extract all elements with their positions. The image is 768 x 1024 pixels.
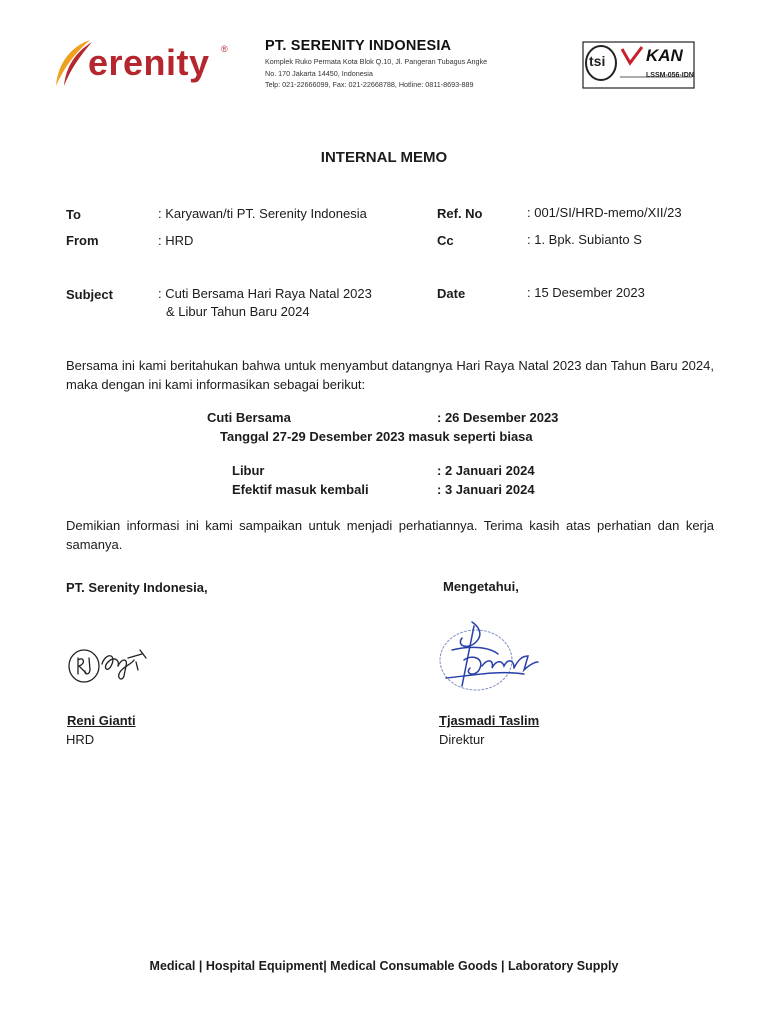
cc-value: : 1. Bpk. Subianto S <box>527 232 642 247</box>
efektif-label: Efektif masuk kembali <box>232 482 369 497</box>
director-signature-stamp-icon <box>428 616 558 700</box>
libur-value: : 2 Januari 2024 <box>437 463 535 478</box>
from-label: From <box>66 233 99 248</box>
contact-line: Telp: 021-22666099, Fax: 021-22668788, Hotline: 0811-8693-889 <box>265 80 474 89</box>
from-value: : HRD <box>158 233 194 248</box>
company-name: PT. SERENITY INDONESIA <box>265 38 452 54</box>
cert-kan-label: KAN <box>646 46 683 65</box>
left-signature-heading: PT. Serenity Indonesia, <box>66 580 208 595</box>
ref-value: : 001/SI/HRD-memo/XII/23 <box>527 205 682 220</box>
date-label: Date <box>437 286 466 301</box>
intro-paragraph: Bersama ini kami beritahukan bahwa untuk menyambut datangnya Hari Raya Natal 2023 dan Tahun Baru 2024, maka dengan ini kami informasikan sebagai berikut: <box>66 358 714 392</box>
left-signatory-name: Reni Gianti <box>67 713 136 728</box>
certification-badge <box>582 41 695 89</box>
cert-number: LSSM-056-IDN <box>646 72 694 79</box>
hrd-signature-icon <box>62 636 158 692</box>
cuti-bersama-value: : 26 Desember 2023 <box>437 410 559 425</box>
ref-label: Ref. No <box>437 206 483 221</box>
address-line-2: No. 170 Jakarta 14450, Indonesia <box>265 69 373 78</box>
libur-label: Libur <box>232 463 265 478</box>
cuti-note: Tanggal 27-29 Desember 2023 masuk seperti biasa <box>220 429 533 444</box>
efektif-value: : 3 Januari 2024 <box>437 482 535 497</box>
right-signatory-name: Tjasmadi Taslim <box>439 713 540 728</box>
subject-line-1: : Cuti Bersama Hari Raya Natal 2023 <box>158 286 372 301</box>
logo-wordmark: erenity <box>88 42 210 83</box>
cc-label: Cc <box>437 233 454 248</box>
cuti-bersama-label: Cuti Bersama <box>207 410 291 425</box>
address-line-1: Komplek Ruko Permata Kota Blok Q.10, Jl. Pangeran Tubagus Angke <box>265 57 488 66</box>
closing-paragraph: Demikian informasi ini kami sampaikan untuk menjadi perhatiannya. Terima kasih atas perhatian dan kerja samanya. <box>66 518 714 552</box>
left-signatory-role: HRD <box>66 732 95 747</box>
subject-line-2: & Libur Tahun Baru 2024 <box>166 304 310 319</box>
to-value: : Karyawan/ti PT. Serenity Indonesia <box>158 206 367 221</box>
subject-label: Subject <box>66 287 113 302</box>
right-signatory-role: Direktur <box>439 732 485 747</box>
memo-title: INTERNAL MEMO <box>320 149 448 166</box>
cert-tsi-label: tsi <box>589 53 606 69</box>
registered-mark: ® <box>221 44 228 54</box>
date-value: : 15 Desember 2023 <box>527 285 645 300</box>
to-label: To <box>66 207 81 222</box>
right-signature-heading: Mengetahui, <box>443 579 519 594</box>
footer-product-lines: Medical | Hospital Equipment| Medical Consumable Goods | Laboratory Supply <box>149 959 619 973</box>
